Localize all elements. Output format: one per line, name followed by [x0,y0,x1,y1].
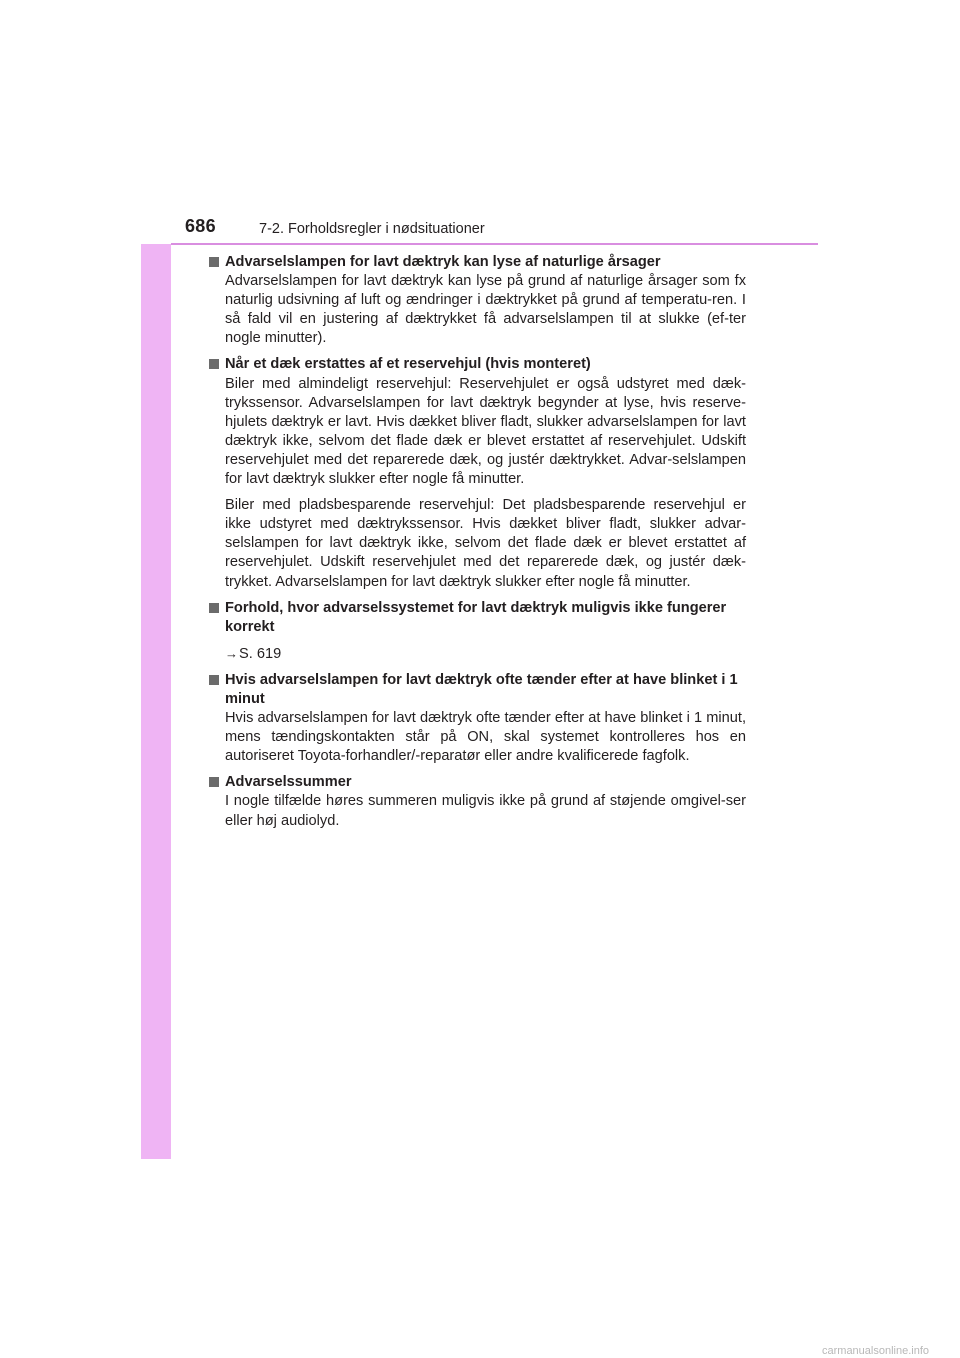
section-flashing-lamp [209,671,746,766]
section-paragraph: Hvis advarselslampen for lavt dæktryk ofte tænder efter at have blinket i 1 minut, mens tændingskontakten står på ON, skal systemet kontrolleres hos en autoriseret Toyota-forhandler/-reparatør eller andre kvalificerede fagfolk. [225,710,746,765]
section-heading-text: Advarselssummer [225,774,352,791]
side-color-band [141,197,171,1159]
square-bullet-icon [209,675,219,685]
section-heading [209,253,746,272]
section-paragraph: Advarselslampen for lavt dæktryk kan lyse på grund af naturlige årsager som fx naturlig udsivning af luft og ændringer i dæktrykket på grund af temperatu-ren. I så fald vil en justering af dæktrykket få advarselslampen til at slukke (ef-ter nogle minutter). [225,273,746,347]
section-heading [209,671,746,709]
page-reference [209,644,746,664]
section-title: 7-2. Forholdsregler i nødsituationer [259,221,485,237]
square-bullet-icon [209,777,219,787]
section-heading-text: Hvis advarselslampen for lavt dæktryk ofte tænder efter at have blinket i 1 minut [225,671,738,707]
section-paragraph: I nogle tilfælde høres summeren muligvis ikke på grund af støjende omgivel-ser eller høj audiolyd. [225,793,746,829]
section-paragraph: Biler med pladsbesparende reservehjul: Det pladsbesparende reservehjul er ikke udstyret med dæktrykssensor. Hvis dækket bliver fladt, slukker advar-selslampen for lavt dæktryk ikke, selvom det flade dæk er blevet erstattet af reservehjulet. Udskift reservehjulet med det reparerede dæk, og justér dæk-trykket. Advarselslampen for lavt dæktryk slukker efter nogle få minutter. [225,497,746,590]
footer-watermark: carmanualsonline.info [822,1345,930,1357]
square-bullet-icon [209,257,219,267]
square-bullet-icon [209,603,219,613]
section-warning-buzzer [209,773,746,830]
page-content [209,253,746,838]
section-heading [209,355,746,374]
right-arrow-icon: → [225,645,238,661]
section-heading-text: Forhold, hvor advarselssystemet for lavt dæktryk muligvis ikke fungerer korrekt [225,599,727,635]
section-heading-text: Advarselslampen for lavt dæktryk kan lyse af naturlige årsager [225,254,661,270]
page-reference-text[interactable]: S. 619 [239,645,282,662]
section-heading [209,773,746,792]
section-paragraph: Biler med almindeligt reservehjul: Reservehjulet er også udstyret med dæk-trykssensor. Advarselslampen for lavt dæktryk begynder at lyse, hvis reserve-hjulets dæktryk er lavt. Hvis dækket bliver fladt, slukker advarselslampen for lavt dæktryk ikke, selvom det flade dæk er blevet erstattet af reservehjulet. Udskift reservehjulet med det reparerede dæk, og justér dæktrykket. Advar-selslampen for lavt dæktryk slukker efter nogle få minutter. [225,375,746,488]
section-natural-causes [209,253,746,348]
section-heading [209,599,746,637]
section-malfunction-conditions [209,599,746,664]
section-spare-wheel [209,355,746,591]
page-number: 686 [185,216,216,236]
section-heading-text: Når et dæk erstattes af et reservehjul (hvis monteret) [225,356,591,373]
header-rule [171,243,818,245]
square-bullet-icon [209,359,219,369]
